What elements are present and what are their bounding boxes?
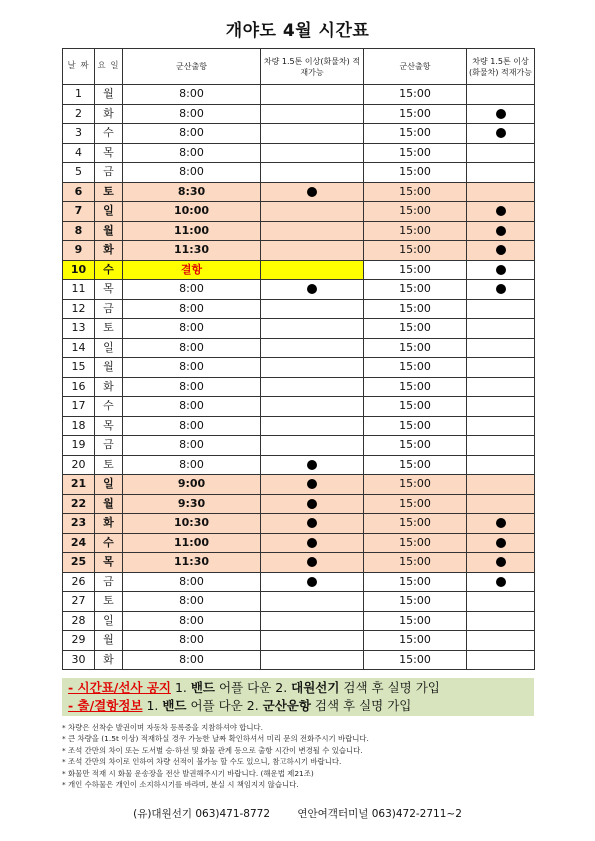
vehicle-available-icon	[496, 226, 506, 236]
cell-gunsan-departure: 8:00	[123, 592, 261, 612]
cell-vehicle-1	[261, 182, 364, 202]
vehicle-available-icon	[496, 538, 506, 548]
schedule-table	[62, 48, 535, 670]
table-row	[63, 514, 535, 534]
cell-vehicle-2	[467, 611, 535, 631]
table-row	[63, 553, 535, 573]
vehicle-available-icon	[496, 284, 506, 294]
cell-return-departure: 15:00	[364, 611, 467, 631]
vehicle-available-icon	[307, 557, 317, 567]
cell-vehicle-1	[261, 377, 364, 397]
cell-vehicle-2	[467, 124, 535, 144]
cell-day: 26	[63, 572, 95, 592]
table-header-row	[63, 49, 535, 85]
note-line: * 조석 간만의 차이 또는 도서별 승·하선 및 화물 관계 등으로 출항 시간이 변경될 수 있습니다.	[62, 745, 363, 755]
cell-day: 2	[63, 104, 95, 124]
cell-vehicle-2	[467, 377, 535, 397]
cell-weekday: 화	[95, 241, 123, 261]
notes	[62, 722, 542, 790]
cell-vehicle-2	[467, 631, 535, 651]
vehicle-available-icon	[307, 499, 317, 509]
cell-weekday: 금	[95, 436, 123, 456]
table-row	[63, 650, 535, 670]
cell-day: 6	[63, 182, 95, 202]
note-line: * 화물만 적재 시 화물 운송장을 전산 발권해주시기 바랍니다. (해운법 제21조)	[62, 768, 314, 778]
cell-vehicle-2	[467, 514, 535, 534]
cell-vehicle-2	[467, 202, 535, 222]
cell-vehicle-1	[261, 631, 364, 651]
note-line: * 조석 간만의 차이로 인하여 차량 선적이 불가능 할 수도 있으니, 참고하시기 바랍니다.	[62, 757, 342, 767]
cell-gunsan-departure: 8:00	[123, 358, 261, 378]
cell-vehicle-2	[467, 221, 535, 241]
cell-return-departure: 15:00	[364, 338, 467, 358]
cell-gunsan-departure: 8:00	[123, 319, 261, 339]
cell-vehicle-2	[467, 416, 535, 436]
table-row	[63, 85, 535, 105]
cell-vehicle-1	[261, 455, 364, 475]
cell-weekday: 금	[95, 572, 123, 592]
cell-return-departure: 15:00	[364, 514, 467, 534]
cell-weekday: 월	[95, 85, 123, 105]
cell-return-departure: 15:00	[364, 631, 467, 651]
cell-weekday: 화	[95, 514, 123, 534]
notice-text: 검색 후 실명 가입	[339, 680, 440, 695]
cell-vehicle-1	[261, 221, 364, 241]
cell-vehicle-2	[467, 319, 535, 339]
vehicle-available-icon	[496, 557, 506, 567]
table-row	[63, 397, 535, 417]
cell-vehicle-1	[261, 163, 364, 183]
vehicle-available-icon	[307, 284, 317, 294]
cell-return-departure: 15:00	[364, 455, 467, 475]
notice-bold: 대원선기	[291, 680, 340, 695]
cell-day: 14	[63, 338, 95, 358]
cell-return-departure: 15:00	[364, 319, 467, 339]
cell-day: 1	[63, 85, 95, 105]
cell-vehicle-1	[261, 533, 364, 553]
cell-vehicle-1	[261, 104, 364, 124]
cell-vehicle-1	[261, 358, 364, 378]
vehicle-available-icon	[307, 538, 317, 548]
cell-gunsan-departure: 8:00	[123, 455, 261, 475]
cell-vehicle-1	[261, 494, 364, 514]
cell-return-departure: 15:00	[364, 533, 467, 553]
cell-vehicle-1	[261, 611, 364, 631]
cell-vehicle-2	[467, 494, 535, 514]
cell-day: 15	[63, 358, 95, 378]
cell-vehicle-2	[467, 572, 535, 592]
cell-weekday: 화	[95, 104, 123, 124]
cell-return-departure: 15:00	[364, 553, 467, 573]
cell-vehicle-2	[467, 85, 535, 105]
cell-gunsan-departure: 8:00	[123, 163, 261, 183]
cell-weekday: 수	[95, 397, 123, 417]
header-gunsan-departure: 군산출항	[123, 49, 261, 85]
cell-return-departure: 15:00	[364, 377, 467, 397]
table-row	[63, 299, 535, 319]
table-row	[63, 241, 535, 261]
table-row	[63, 319, 535, 339]
cell-vehicle-1	[261, 514, 364, 534]
notice-operation	[62, 696, 534, 716]
cell-weekday: 토	[95, 182, 123, 202]
vehicle-available-icon	[496, 206, 506, 216]
table-row	[63, 455, 535, 475]
cell-day: 20	[63, 455, 95, 475]
cell-vehicle-1	[261, 553, 364, 573]
cell-vehicle-2	[467, 397, 535, 417]
cell-vehicle-1	[261, 319, 364, 339]
table-row	[63, 572, 535, 592]
cell-vehicle-2	[467, 338, 535, 358]
cell-gunsan-departure: 8:00	[123, 397, 261, 417]
vehicle-available-icon	[496, 109, 506, 119]
cell-gunsan-departure: 11:00	[123, 533, 261, 553]
cell-gunsan-departure: 8:00	[123, 631, 261, 651]
cell-vehicle-2	[467, 182, 535, 202]
cell-weekday: 일	[95, 475, 123, 495]
cell-return-departure: 15:00	[364, 358, 467, 378]
company-contact: (유)대원선기 063)471-8772	[133, 808, 271, 820]
cell-weekday: 수	[95, 533, 123, 553]
cell-day: 28	[63, 611, 95, 631]
cell-day: 3	[63, 124, 95, 144]
cell-return-departure: 15:00	[364, 416, 467, 436]
cell-return-departure: 15:00	[364, 475, 467, 495]
cell-day: 4	[63, 143, 95, 163]
cell-weekday: 일	[95, 611, 123, 631]
notice-timetable-label: - 시간표/선사 공지	[68, 680, 171, 695]
cell-day: 16	[63, 377, 95, 397]
cell-return-departure: 15:00	[364, 143, 467, 163]
notice-text: 1.	[170, 680, 191, 695]
cell-gunsan-departure: 8:00	[123, 299, 261, 319]
cell-gunsan-departure: 8:00	[123, 143, 261, 163]
table-row	[63, 104, 535, 124]
header-vehicle-1: 차량 1.5톤 이상(화물차) 적재가능	[261, 49, 364, 85]
cell-vehicle-1	[261, 241, 364, 261]
cell-gunsan-departure: 10:30	[123, 514, 261, 534]
notice-text: 1.	[142, 698, 163, 713]
cell-vehicle-2	[467, 533, 535, 553]
cell-vehicle-1	[261, 202, 364, 222]
page-title: 개야도 4월 시간표	[225, 21, 370, 41]
header-vehicle-2: 차량 1.5톤 이상(화물차) 적재가능	[467, 49, 535, 85]
cell-day: 30	[63, 650, 95, 670]
cell-vehicle-1	[261, 299, 364, 319]
vehicle-available-icon	[496, 245, 506, 255]
vehicle-available-icon	[496, 577, 506, 587]
cell-vehicle-1	[261, 572, 364, 592]
table-row	[63, 143, 535, 163]
cell-return-departure: 15:00	[364, 85, 467, 105]
cell-return-departure: 15:00	[364, 592, 467, 612]
header-day: 날 짜	[63, 49, 95, 85]
cell-vehicle-1	[261, 260, 364, 280]
cell-vehicle-1	[261, 85, 364, 105]
cell-weekday: 목	[95, 280, 123, 300]
cell-gunsan-departure: 8:00	[123, 611, 261, 631]
cell-day: 17	[63, 397, 95, 417]
cell-vehicle-1	[261, 650, 364, 670]
cell-return-departure: 15:00	[364, 104, 467, 124]
cell-vehicle-1	[261, 436, 364, 456]
cell-gunsan-departure: 11:00	[123, 221, 261, 241]
table-row	[63, 494, 535, 514]
cell-gunsan-departure: 11:30	[123, 241, 261, 261]
cell-weekday: 월	[95, 358, 123, 378]
cell-gunsan-departure: 8:00	[123, 436, 261, 456]
cell-day: 21	[63, 475, 95, 495]
cell-vehicle-2	[467, 143, 535, 163]
cell-vehicle-2	[467, 260, 535, 280]
cell-vehicle-2	[467, 104, 535, 124]
cell-day: 7	[63, 202, 95, 222]
cell-vehicle-2	[467, 650, 535, 670]
cell-gunsan-departure: 10:00	[123, 202, 261, 222]
cell-weekday: 토	[95, 592, 123, 612]
cell-vehicle-1	[261, 124, 364, 144]
cell-weekday: 금	[95, 299, 123, 319]
cell-day: 9	[63, 241, 95, 261]
table-row	[63, 631, 535, 651]
cell-day: 12	[63, 299, 95, 319]
table-row	[63, 592, 535, 612]
cell-gunsan-departure: 결항	[123, 260, 261, 280]
cell-day: 25	[63, 553, 95, 573]
cell-return-departure: 15:00	[364, 182, 467, 202]
note-line: * 큰 차량을 (1.5t 이상) 적재하실 경우 가능한 날짜 확인하셔서 미리 문의 전화주시기 바랍니다.	[62, 734, 369, 744]
table-row	[63, 260, 535, 280]
cell-vehicle-2	[467, 299, 535, 319]
cell-vehicle-1	[261, 475, 364, 495]
cell-return-departure: 15:00	[364, 650, 467, 670]
note-line: * 개인 수하물은 개인이 소지하시기를 바라며, 분실 시 책임지지 않습니다.	[62, 780, 299, 790]
cell-vehicle-2	[467, 455, 535, 475]
cell-return-departure: 15:00	[364, 299, 467, 319]
cell-weekday: 일	[95, 202, 123, 222]
vehicle-available-icon	[496, 128, 506, 138]
cell-weekday: 일	[95, 338, 123, 358]
cell-weekday: 목	[95, 143, 123, 163]
notice-bold: 밴드	[162, 698, 187, 713]
cell-weekday: 월	[95, 494, 123, 514]
table-row	[63, 124, 535, 144]
cell-vehicle-2	[467, 475, 535, 495]
cell-day: 29	[63, 631, 95, 651]
table-row	[63, 533, 535, 553]
cell-vehicle-2	[467, 592, 535, 612]
cell-return-departure: 15:00	[364, 124, 467, 144]
vehicle-available-icon	[307, 479, 317, 489]
footer-contacts	[0, 806, 595, 821]
header-weekday: 요 일	[95, 49, 123, 85]
cell-day: 19	[63, 436, 95, 456]
notice-operation-label: - 출/결항정보	[68, 698, 143, 713]
cell-weekday: 월	[95, 221, 123, 241]
cell-vehicle-2	[467, 241, 535, 261]
cell-weekday: 수	[95, 260, 123, 280]
cell-vehicle-1	[261, 416, 364, 436]
cell-vehicle-2	[467, 163, 535, 183]
cell-day: 22	[63, 494, 95, 514]
cell-return-departure: 15:00	[364, 397, 467, 417]
cell-weekday: 토	[95, 319, 123, 339]
cell-return-departure: 15:00	[364, 280, 467, 300]
cell-weekday: 월	[95, 631, 123, 651]
table-row	[63, 611, 535, 631]
cell-vehicle-1	[261, 280, 364, 300]
table-row	[63, 163, 535, 183]
cell-weekday: 목	[95, 416, 123, 436]
cell-weekday: 금	[95, 163, 123, 183]
cell-vehicle-1	[261, 338, 364, 358]
table-row	[63, 280, 535, 300]
table-row	[63, 202, 535, 222]
cell-vehicle-2	[467, 280, 535, 300]
notice-text: 어플 다운 2.	[215, 680, 292, 695]
cell-gunsan-departure: 8:00	[123, 416, 261, 436]
cell-return-departure: 15:00	[364, 572, 467, 592]
cell-return-departure: 15:00	[364, 202, 467, 222]
cell-gunsan-departure: 8:00	[123, 124, 261, 144]
cell-gunsan-departure: 11:30	[123, 553, 261, 573]
notice-bold: 밴드	[190, 680, 216, 695]
cell-gunsan-departure: 9:00	[123, 475, 261, 495]
cell-day: 5	[63, 163, 95, 183]
cell-gunsan-departure: 8:30	[123, 182, 261, 202]
cell-day: 10	[63, 260, 95, 280]
terminal-contact: 연안여객터미널 063)472-2711~2	[297, 808, 462, 820]
cell-day: 23	[63, 514, 95, 534]
cell-vehicle-1	[261, 397, 364, 417]
table-row	[63, 377, 535, 397]
vehicle-available-icon	[307, 577, 317, 587]
cell-day: 27	[63, 592, 95, 612]
cell-gunsan-departure: 8:00	[123, 85, 261, 105]
notice-text: 검색 후 실명 가입	[310, 698, 412, 713]
vehicle-available-icon	[307, 518, 317, 528]
cell-weekday: 목	[95, 553, 123, 573]
cell-vehicle-2	[467, 358, 535, 378]
cell-gunsan-departure: 8:00	[123, 104, 261, 124]
cell-gunsan-departure: 8:00	[123, 377, 261, 397]
cell-return-departure: 15:00	[364, 494, 467, 514]
cell-day: 13	[63, 319, 95, 339]
table-row	[63, 182, 535, 202]
notice-bold: 군산운항	[262, 698, 311, 713]
vehicle-available-icon	[496, 518, 506, 528]
table-row	[63, 221, 535, 241]
notice-timetable	[62, 678, 534, 698]
cell-weekday: 수	[95, 124, 123, 144]
cell-return-departure: 15:00	[364, 260, 467, 280]
cell-return-departure: 15:00	[364, 221, 467, 241]
table-row	[63, 338, 535, 358]
table-row	[63, 475, 535, 495]
cell-weekday: 토	[95, 455, 123, 475]
cell-gunsan-departure: 8:00	[123, 338, 261, 358]
table-row	[63, 416, 535, 436]
cell-gunsan-departure: 8:00	[123, 650, 261, 670]
cell-return-departure: 15:00	[364, 163, 467, 183]
table-row	[63, 436, 535, 456]
cell-weekday: 화	[95, 650, 123, 670]
cell-vehicle-1	[261, 143, 364, 163]
cell-gunsan-departure: 9:30	[123, 494, 261, 514]
cell-vehicle-1	[261, 592, 364, 612]
vehicle-available-icon	[307, 187, 317, 197]
cell-day: 8	[63, 221, 95, 241]
cell-gunsan-departure: 8:00	[123, 572, 261, 592]
vehicle-available-icon	[307, 460, 317, 470]
note-line: * 차량은 선착순 발권이며 자동차 등록증을 지참하셔야 합니다.	[62, 723, 263, 732]
cell-vehicle-2	[467, 553, 535, 573]
cell-day: 18	[63, 416, 95, 436]
cell-return-departure: 15:00	[364, 241, 467, 261]
header-return-departure: 군산출항	[364, 49, 467, 85]
cell-weekday: 화	[95, 377, 123, 397]
table-row	[63, 358, 535, 378]
cell-return-departure: 15:00	[364, 436, 467, 456]
cell-vehicle-2	[467, 436, 535, 456]
notice-text: 어플 다운 2.	[186, 698, 263, 713]
cell-day: 24	[63, 533, 95, 553]
cell-day: 11	[63, 280, 95, 300]
vehicle-available-icon	[496, 265, 506, 275]
cell-gunsan-departure: 8:00	[123, 280, 261, 300]
